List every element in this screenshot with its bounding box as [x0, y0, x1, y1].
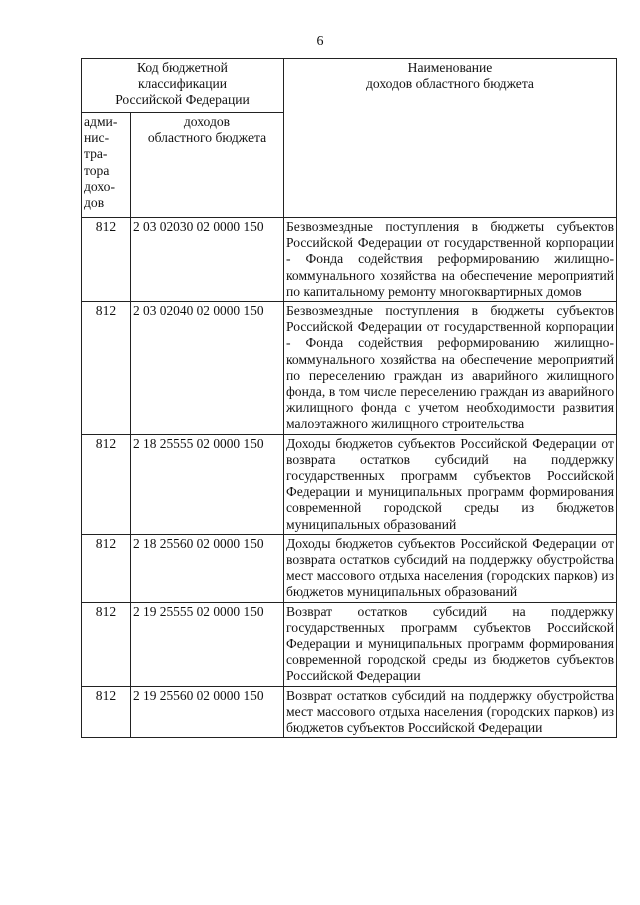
- cell-administrator: 812: [82, 602, 131, 686]
- header-administrator: адми- нис- тра- тора дохо- дов: [82, 113, 131, 218]
- cell-administrator: 812: [82, 218, 131, 302]
- cell-income-name: Безвозмездные поступления в бюджеты субъектов Российской Федерации от государственной корпорации - Фонда содействия реформированию жилищно-коммунального хозяйства на обеспечение мероприятий по переселению граждан из аварийного жилищного фонда, в том числе переселению граждан из аварийного жилищного фонда с учетом необходимости развития малоэтажного жилищного строительства: [284, 302, 617, 435]
- table-row: [82, 302, 617, 435]
- cell-administrator: 812: [82, 686, 131, 738]
- page-number: 6: [316, 34, 324, 49]
- cell-income-name: Безвозмездные поступления в бюджеты субъектов Российской Федерации от государственной корпорации - Фонда содействия реформированию жилищно-коммунального хозяйства на обеспечение мероприятий по капитальному ремонту многоквартирных домов: [284, 218, 617, 302]
- cell-income-code: 2 03 02030 02 0000 150: [131, 218, 284, 302]
- cell-income-name: Доходы бюджетов субъектов Российской Федерации от возврата остатков субсидий на поддержку обустройства мест массового отдыха населения (городских парков) из бюджетов муниципальных образований: [284, 534, 617, 602]
- cell-income-code: 2 03 02040 02 0000 150: [131, 302, 284, 435]
- header-income-name: Наименование доходов областного бюджета: [284, 59, 617, 218]
- table-row: [82, 686, 617, 738]
- table-row: [82, 434, 617, 534]
- header-code-group: Код бюджетной классификации Российской Федерации: [82, 59, 284, 113]
- table-header-row-1: [82, 59, 617, 113]
- cell-administrator: 812: [82, 534, 131, 602]
- cell-income-code: 2 18 25560 02 0000 150: [131, 534, 284, 602]
- header-income-code: доходов областного бюджета: [131, 113, 284, 218]
- cell-income-code: 2 19 25560 02 0000 150: [131, 686, 284, 738]
- cell-income-name: Возврат остатков субсидий на поддержку обустройства мест массового отдыха населения (городских парков) из бюджетов субъектов Российской Федерации: [284, 686, 617, 738]
- cell-administrator: 812: [82, 302, 131, 435]
- budget-classification-table: [81, 58, 617, 738]
- cell-income-name: Доходы бюджетов субъектов Российской Федерации от возврата остатков субсидий на поддержку государственных программ субъектов Российской Федерации и муниципальных программ формирования современной городской среды из бюджетов муниципальных образований: [284, 434, 617, 534]
- cell-income-code: 2 19 25555 02 0000 150: [131, 602, 284, 686]
- cell-administrator: 812: [82, 434, 131, 534]
- table-row: [82, 534, 617, 602]
- table-row: [82, 218, 617, 302]
- table-row: [82, 602, 617, 686]
- cell-income-code: 2 18 25555 02 0000 150: [131, 434, 284, 534]
- cell-income-name: Возврат остатков субсидий на поддержку государственных программ субъектов Российской Федерации и муниципальных программ формирования современной городской среды из бюджетов субъектов Российской Федерации: [284, 602, 617, 686]
